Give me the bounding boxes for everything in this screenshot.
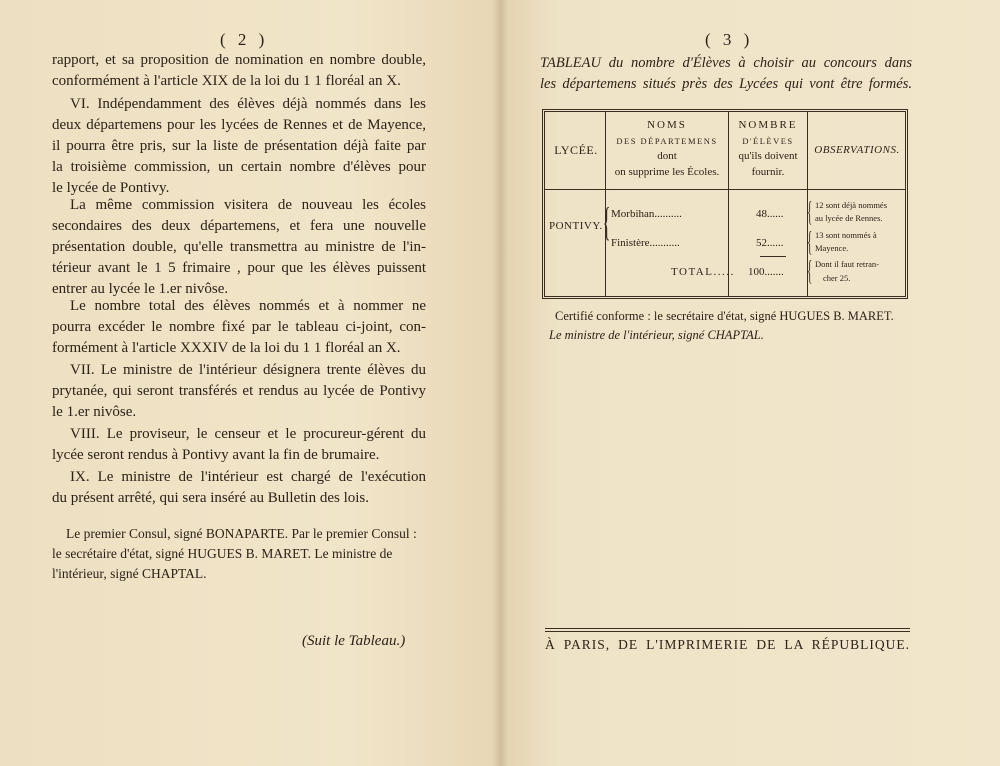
header-eleves: D'ÉLÈVES [742, 136, 794, 146]
signature-block [52, 524, 430, 584]
lycee-pontivy: PONTIVY. [549, 220, 603, 232]
text-line: il pourra être pris, sur la liste de présentation déjà faite par [52, 138, 426, 154]
header-rule [545, 189, 905, 190]
text-line: du présent arrêté, qui sera inséré au Bulletin des lois. [52, 490, 369, 506]
header-qu-ils-doivent: qu'ils doivent [738, 150, 798, 162]
brace-icon: { [807, 227, 813, 258]
text-line: formément à l'article XXXIV de la loi du 1 1 floréal an X. [52, 340, 401, 356]
nombre-morbihan: 48...... [756, 208, 784, 220]
text-line: deux départemens pour les lycées de Rennes et de Mayence, [52, 117, 426, 133]
text-line: lycée seront rendus à Pontivy avant la fin de brumaire. [52, 447, 380, 463]
imprint-footer: À PARIS, DE L'IMPRIMERIE DE LA RÉPUBLIQUE. [545, 637, 910, 652]
paragraph-intro [52, 50, 426, 92]
header-observations: OBSERVATIONS. [814, 144, 900, 156]
observation-finistere-2: Mayence. [815, 243, 849, 253]
text-line: le 1.er nivôse. [52, 404, 137, 420]
total-observation-2: cher 25. [823, 273, 851, 283]
paragraph-commission [52, 195, 426, 300]
header-noms: NOMS [647, 119, 687, 131]
book-gutter [492, 0, 508, 766]
paragraph-article-viii [52, 424, 426, 466]
signature-line: le secrétaire d'état, signé HUGUES B. MARET. Le ministre de [52, 546, 393, 561]
text-line: la troisième commission, un certain nombre d'élèves pour [52, 159, 426, 175]
paragraph-total [52, 296, 426, 359]
observation-morbihan-2: au lycée de Rennes. [815, 213, 883, 223]
departement-morbihan: Morbihan.......... [611, 208, 682, 220]
observation-finistere-1: 13 sont nommés à [815, 230, 877, 240]
page-number-right: ( 3 ) [705, 30, 754, 49]
total-label: TOTAL..... [671, 266, 735, 278]
text-line: secondaires des deux départemens, et fera une nouvelle [52, 218, 426, 234]
footer-rule [545, 631, 910, 632]
suit-le-tableau: (Suit le Tableau.) [302, 633, 406, 649]
header-dont: dont [657, 150, 677, 162]
page-number-left: ( 2 ) [220, 30, 269, 49]
text-line: VII. Le ministre de l'intérieur désignera trente élèves du [70, 362, 426, 378]
text-line: le lycée de Pontivy. [52, 180, 170, 196]
students-table [542, 109, 908, 299]
departement-finistere: Finistère........... [611, 237, 680, 249]
text-line: conformément à l'article XIX de la loi du 1 1 floréal an X. [52, 73, 401, 89]
brace-icon: { [807, 197, 813, 228]
observation-morbihan-1: 12 sont déjà nommés [815, 200, 888, 210]
text-line: présentation double, qu'elle transmettra au ministre de l'in- [52, 239, 426, 255]
title-line: TABLEAU du nombre d'Élèves à choisir au concours dans [540, 55, 912, 71]
title-line: les départemens situés près des Lycées qui vont être formés. [540, 76, 912, 92]
signature-line: Le premier Consul, signé BONAPARTE. Par le premier Consul : [66, 526, 417, 541]
header-supprime: on supprime les Écoles. [614, 166, 720, 178]
certification-line: Le ministre de l'intérieur, signé CHAPTAL. [549, 328, 764, 342]
text-line: pourra excéder le nombre fixé par le tableau ci-joint, con- [52, 319, 426, 335]
text-line: Le nombre total des élèves nommés et à nommer ne [70, 298, 426, 314]
header-fournir: fournir. [751, 166, 785, 178]
header-lycee: LYCÉE. [554, 143, 598, 157]
text-line: La même commission visitera de nouveau les écoles [70, 197, 426, 213]
paragraph-article-ix [52, 467, 426, 509]
text-line: entrer au lycée le 1.er nivôse. [52, 281, 229, 297]
text-line: VI. Indépendamment des élèves déjà nommés dans les [70, 96, 426, 112]
brace-icon: { [807, 256, 813, 287]
header-departemens: DES DÉPARTEMENS [616, 136, 718, 146]
header-nombre: NOMBRE [738, 119, 798, 131]
certification-line: Certifié conforme : le secrétaire d'état, signé HUGUES B. MARET. [555, 309, 894, 323]
total-value: 100....... [748, 266, 784, 278]
nombre-finistere: 52...... [756, 237, 784, 249]
text-line: IX. Le ministre de l'intérieur est chargé de l'exécution [70, 469, 426, 485]
footer-rule [545, 628, 910, 629]
text-line: VIII. Le proviseur, le censeur et le procureur-gérent du [70, 426, 426, 442]
text-line: rapport, et sa proposition de nomination en nombre double, [52, 52, 426, 68]
text-line: térieur avant le 1 5 frimaire , pour que les élèves puissent [52, 260, 426, 276]
paragraph-article-vii [52, 360, 426, 423]
total-rule [760, 256, 786, 257]
certification-block [549, 307, 909, 345]
text-line: prytanée, qui seront transférés et rendus au lycée de Pontivy [52, 383, 426, 399]
brace-icon: { [602, 199, 611, 244]
table-title [540, 53, 912, 95]
total-observation-1: Dont il faut retran- [815, 259, 879, 269]
paragraph-article-vi [52, 94, 426, 199]
signature-line: l'intérieur, signé CHAPTAL. [52, 566, 207, 581]
